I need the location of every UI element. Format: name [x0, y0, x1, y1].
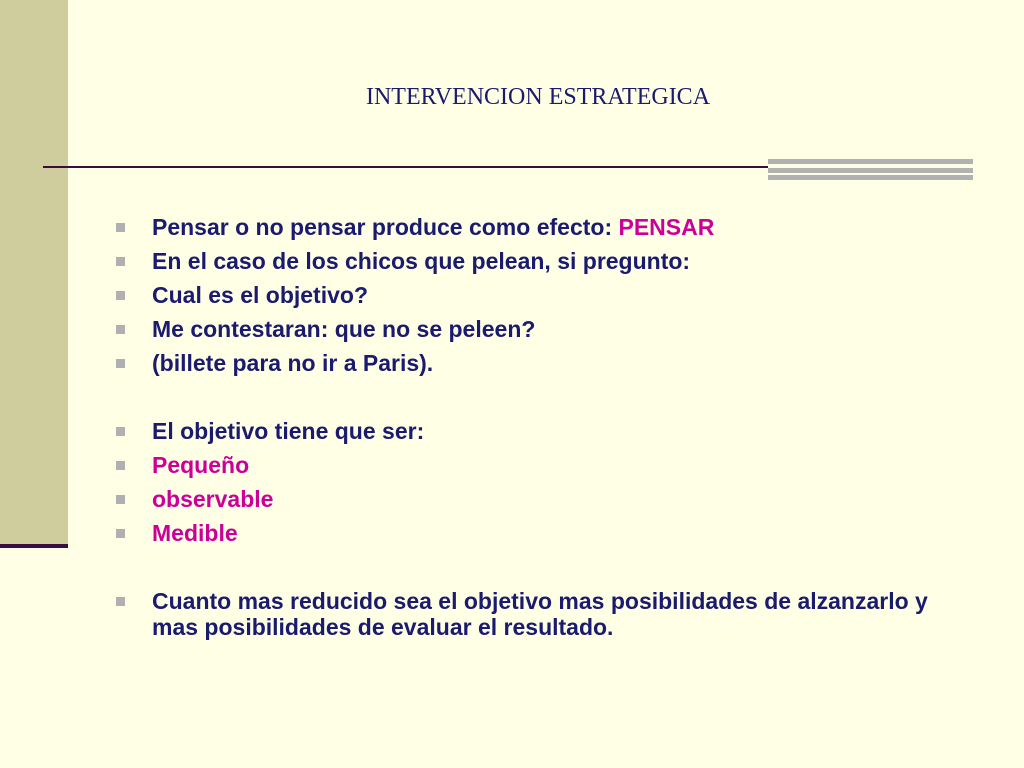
- bullet-text: (billete para no ir a Paris).: [152, 350, 434, 376]
- bullet-item: [113, 588, 973, 640]
- bullet-text: observable: [152, 486, 274, 512]
- square-bullet-icon: [116, 461, 125, 470]
- bullet-text: Pensar o no pensar produce como efecto:: [152, 214, 619, 240]
- bullet-text: Cual es el objetivo?: [152, 282, 368, 308]
- bullet-item: [113, 418, 973, 452]
- bullet-item: [113, 248, 973, 282]
- bullet-text: El objetivo tiene que ser:: [152, 418, 425, 444]
- square-bullet-icon: [116, 291, 125, 300]
- accent-bar-top: [768, 159, 973, 164]
- bullet-item: [113, 214, 973, 248]
- slide-title: INTERVENCION ESTRATEGICA: [365, 84, 711, 110]
- left-band-underline: [0, 544, 68, 548]
- bullet-list: [113, 214, 973, 640]
- square-bullet-icon: [116, 529, 125, 538]
- bullet-highlight: PENSAR: [618, 214, 715, 240]
- square-bullet-icon: [116, 257, 125, 266]
- bullet-text: En el caso de los chicos que pelean, si pregunto:: [152, 248, 691, 274]
- bullet-text: Cuanto mas reducido sea el objetivo mas posibilidades de alzanzarlo y mas posibilidades de evaluar el resultado.: [152, 588, 928, 640]
- square-bullet-icon: [116, 325, 125, 334]
- bullet-item: [113, 282, 973, 316]
- square-bullet-icon: [116, 427, 125, 436]
- left-decorative-band: [0, 0, 68, 545]
- bullet-item: [113, 520, 973, 554]
- bullet-item: [113, 316, 973, 350]
- bullet-item: [113, 486, 973, 520]
- square-bullet-icon: [116, 597, 125, 606]
- accent-bar-bottom: [768, 175, 973, 180]
- bullet-item: [113, 452, 973, 486]
- square-bullet-icon: [116, 359, 125, 368]
- accent-bar-middle: [768, 168, 973, 173]
- title-divider: [43, 166, 768, 168]
- square-bullet-icon: [116, 223, 125, 232]
- bullet-text: Me contestaran: que no se peleen?: [152, 316, 536, 342]
- square-bullet-icon: [116, 495, 125, 504]
- bullet-item: [113, 350, 973, 384]
- bullet-text: Pequeño: [152, 452, 250, 478]
- bullet-text: Medible: [152, 520, 238, 546]
